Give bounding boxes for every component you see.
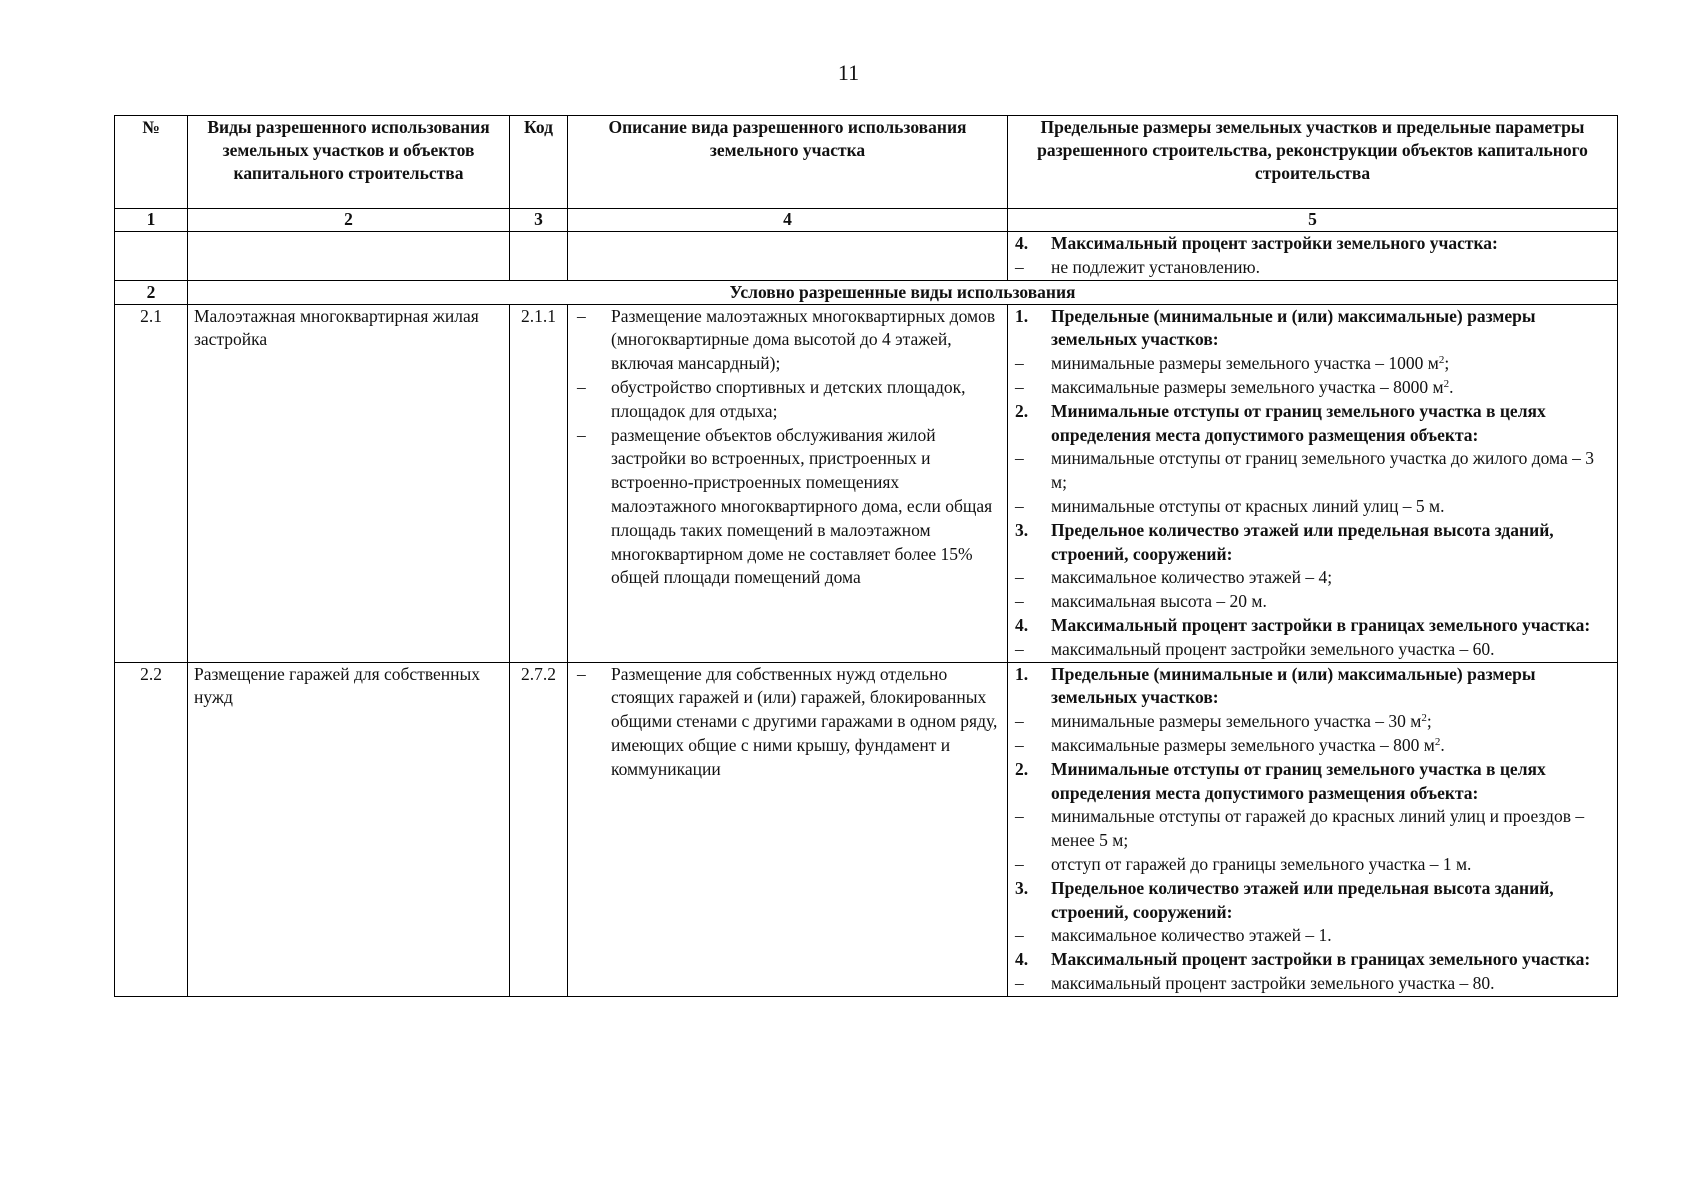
header-description: Описание вида разрешенного использования земельного участка [568,116,1008,209]
description-item [574,376,1001,424]
header-number: № [115,116,188,209]
param-marker: – [1015,638,1024,659]
param-tail: ; [1426,711,1432,732]
description-text: Размещение малоэтажных многоквартирных домов (многоквартирные дома высотой до 4 этажей, включая мансардный); [611,305,996,374]
param-heading [1014,232,1611,256]
superscript: 2 [1443,377,1450,390]
row-number: 2.1 [115,304,188,662]
dash-marker: – [577,376,586,397]
param-marker: – [1015,806,1024,827]
column-number: 3 [510,209,568,232]
description-text: обустройство спортивных и детских площадок, площадок для отдыха; [611,376,966,421]
params-cell [1008,662,1618,996]
param-marker: 3. [1015,519,1029,540]
param-text: Предельное количество этажей или предельная высота зданий, строений, сооружений: [1051,519,1554,564]
row-number: 2.2 [115,662,188,996]
param-marker: 3. [1015,877,1029,898]
header-use-type: Виды разрешенного использования земельных участков и объектов капитального строительства [188,116,510,209]
param-marker: 4. [1015,233,1029,253]
description-item [574,305,1001,376]
param-text: Максимальный процент застройки земельного участка: [1051,233,1498,253]
superscript: 2 [1438,354,1445,367]
param-text: минимальные отступы от гаражей до красных линий улиц и проездов – менее 5 м; [1051,806,1585,851]
description-list [574,305,1001,591]
param-marker: – [1015,925,1024,946]
param-text: максимальный процент застройки земельного участка – 60. [1051,638,1495,659]
use-type-code: 2.7.2 [510,662,568,996]
column-number: 5 [1008,209,1618,232]
param-text: отступ от гаражей до границы земельного участка – 1 м. [1051,853,1472,874]
param-text: минимальные размеры земельного участка – 1000 м [1051,353,1439,374]
section-title: Условно разрешенные виды использования [188,280,1618,304]
param-heading [1014,614,1611,638]
param-marker: – [1015,256,1024,277]
dash-marker: – [577,663,586,684]
param-text: максимальные размеры земельного участка – 8000 м [1051,376,1444,397]
param-item [1014,376,1611,400]
param-text: Предельные (минимальные и (или) максимальные) размеры земельных участков: [1051,305,1536,350]
continuation-row [115,232,1618,281]
param-tail: . [1440,734,1445,755]
param-item [1014,566,1611,590]
param-text: не подлежит установлению. [1051,256,1260,277]
land-use-table [114,115,1618,997]
description-cell [568,304,1008,662]
param-item [1014,853,1611,877]
description-list [574,663,1001,782]
page-number: 11 [837,60,860,85]
use-type-code: 2.1.1 [510,304,568,662]
table-row [115,304,1618,662]
param-item [1014,352,1611,376]
param-text: минимальные отступы от границ земельного участка до жилого дома – 3 м; [1051,448,1595,493]
param-text: максимальный процент застройки земельного участка – 80. [1051,972,1495,993]
param-item [1014,924,1611,948]
param-item [1014,495,1611,519]
use-type-name: Малоэтажная многоквартирная жилая застройка [188,304,510,662]
description-item [574,663,1001,782]
param-heading [1014,877,1611,925]
param-text: Предельное количество этажей или предельная высота зданий, строений, сооружений: [1051,877,1554,922]
param-text: максимальное количество этажей – 4; [1051,567,1333,588]
column-number: 2 [188,209,510,232]
param-marker: – [1015,495,1024,516]
param-item [1014,805,1611,853]
param-heading [1014,305,1611,353]
param-marker: 2. [1015,758,1029,779]
param-heading [1014,519,1611,567]
param-marker: – [1015,376,1024,397]
param-heading [1014,758,1611,806]
param-item [1014,447,1611,495]
param-heading [1014,400,1611,448]
description-text: размещение объектов обслуживания жилой застройки во встроенных, пристроенных и встроенно-пристроенных помещениях малоэтажного многоквартирного дома, если общая площадь таких помещений в малоэтажном многоквартирном доме не составляет более 15% общей площади помещений дома [611,424,993,588]
description-item [574,424,1001,591]
param-text: минимальные размеры земельного участка – 30 м [1051,711,1422,732]
param-text: максимальное количество этажей – 1. [1051,925,1332,946]
header-code: Код [510,116,568,209]
param-tail: ; [1444,353,1450,374]
param-marker: 4. [1015,949,1029,970]
param-marker: – [1015,711,1024,732]
param-item [1014,638,1611,662]
column-numbers-row [115,209,1618,232]
param-text: Максимальный процент застройки в границах земельного участка: [1051,614,1591,635]
section-number: 2 [115,280,188,304]
param-heading [1014,663,1611,711]
param-marker: – [1015,567,1024,588]
param-item [1014,256,1611,280]
use-type-name: Размещение гаражей для собственных нужд [188,662,510,996]
params-cell [1008,304,1618,662]
description-cell [568,662,1008,996]
param-marker: 1. [1015,663,1029,684]
header-parameters: Предельные размеры земельных участков и предельные параметры разрешенного строительства, реконструкции объектов капитального строительства [1008,116,1618,209]
dash-marker: – [577,305,586,326]
param-marker: 4. [1015,614,1029,635]
param-marker: – [1015,591,1024,612]
column-number: 1 [115,209,188,232]
param-text: Предельные (минимальные и (или) максимальные) размеры земельных участков: [1051,663,1536,708]
superscript: 2 [1434,735,1441,748]
param-item [1014,972,1611,996]
param-marker: – [1015,448,1024,469]
param-marker: – [1015,853,1024,874]
param-item [1014,710,1611,734]
dash-marker: – [577,424,586,445]
params-cell [1008,232,1618,281]
superscript: 2 [1421,712,1427,725]
param-text: минимальные отступы от красных линий улиц – 5 м. [1051,495,1445,516]
param-item [1014,734,1611,758]
section-row [115,280,1618,304]
table-header-row [115,116,1618,209]
param-marker: – [1015,353,1024,374]
param-tail: . [1449,376,1454,397]
param-marker: – [1015,734,1024,755]
param-text: Минимальные отступы от границ земельного участка в целях определения места допустимого размещения объекта: [1051,400,1546,445]
param-marker: 1. [1015,305,1029,326]
param-text: максимальные размеры земельного участка – 800 м [1051,734,1435,755]
param-item [1014,590,1611,614]
column-number: 4 [568,209,1008,232]
param-heading [1014,948,1611,972]
param-text: Максимальный процент застройки в границах земельного участка: [1051,949,1591,970]
param-marker: – [1015,972,1024,993]
param-marker: 2. [1015,400,1029,421]
param-text: Минимальные отступы от границ земельного участка в целях определения места допустимого размещения объекта: [1051,758,1546,803]
param-text: максимальная высота – 20 м. [1051,591,1267,612]
table-row [115,662,1618,996]
description-text: Размещение для собственных нужд отдельно стоящих гаражей и (или) гаражей, блокированных общими стенами с другими гаражами в одном ряду, имеющих общие с ними крышу, фундамент и коммуникации [611,663,998,779]
